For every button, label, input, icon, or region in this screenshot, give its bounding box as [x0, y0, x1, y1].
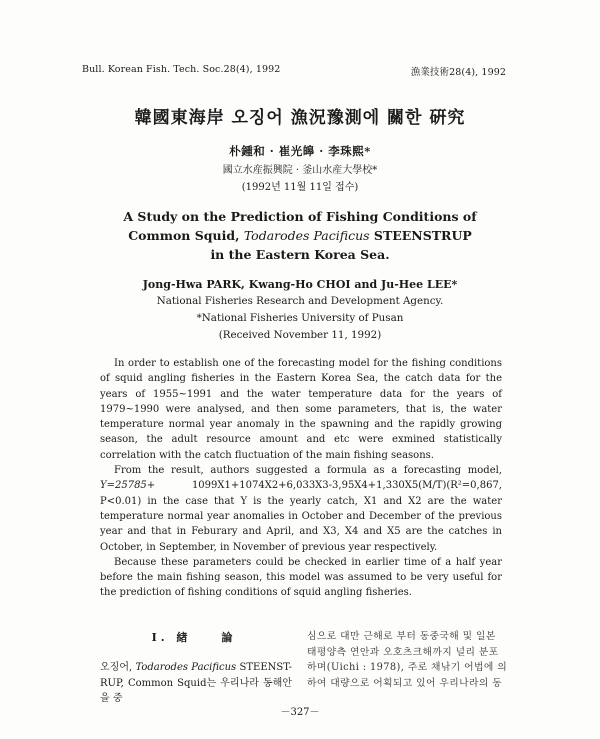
english-title — [0, 207, 600, 264]
formula: 1099X1+1074X2+6,033X3-3,95X4+1,330X5(M/T)(R²=0,867, P<0.01) — [100, 480, 502, 507]
introduction-left-column: 오징어, Todarodes Pacificus STEENST-RUP, Common Squid는 우리나라 동해안을 중 — [100, 662, 292, 704]
species-name-intro: Todarodes Pacificus — [135, 662, 237, 673]
formula-start: Y=25785+ — [100, 480, 156, 492]
abstract-paragraph-2: From the result, authors suggested a formula as a forecasting model, Y=25785+ 1099X1+1074X2+6,033X3-3,95X4+1,330X5(M/T)(R²=0,867, P<0.01) in the case that Y is the yearly catch, X1 and X2 are the water temperature normal year anomalies in October and December of the previous year and that in Feburary and April, and X3, X4 and X5 are the catches in October, in September, in November of previous year respectively. — [100, 465, 502, 553]
english-received-date: (Received November 11, 1992) — [218, 329, 382, 341]
english-affiliation-2: *National Fisheries University of Pusan — [196, 312, 404, 324]
english-title-line3: in the Eastern Korea Sea. — [210, 247, 390, 262]
intro-line: 태평양측 연안과 오호츠크해까지 널리 분포 — [307, 646, 499, 658]
korean-authors: 朴鍾和 · 崔光皞 · 李珠熙* — [229, 144, 371, 158]
species-name: Todarodes Pacificus — [243, 228, 370, 243]
intro-line: 하며(Uichi : 1978), 주로 채낚기 어법에 의 — [307, 662, 508, 673]
english-title-line1: A Study on the Prediction of Fishing Conditions of — [123, 209, 477, 224]
section-heading: Ⅰ. 緖 論 — [151, 631, 237, 644]
korean-title: 韓國東海岸 오징어 漁況豫測에 關한 硏究 — [134, 108, 466, 128]
korean-affiliation: 國立水産振興院 · 釜山水産大學校* — [222, 165, 378, 176]
introduction-right-column — [307, 629, 508, 691]
intro-line: 하여 대량으로 어획되고 있어 우리나라의 동 — [307, 677, 503, 689]
korean-received-date: (1992년 11월 11일 접수) — [241, 182, 359, 193]
abstract-paragraph-3: Because these parameters could be checked in earlier time of a half year before the main fishing season, this model was assumed to be very useful for the prediction of fishing conditions of squid angling fisheries. — [100, 556, 502, 599]
journal-header-right: 漁業技術28(4), 1992 — [410, 67, 506, 78]
english-authors: Jong-Hwa PARK, Kwang-Ho CHOI and Ju-Hee LEE* — [142, 278, 458, 291]
english-affiliation-1: National Fisheries Research and Development Agency. — [156, 295, 444, 307]
english-title-line2: Common Squid, Todarodes Pacificus STEENSTRUP — [128, 228, 472, 243]
abstract-paragraph-1: In order to establish one of the forecasting model for the fishing conditions of squid angling fisheries in the Eastern Korea Sea, the catch data for the years of 1955~1991 and the water temperature data for the years of 1979~1990 were analysed, and then some parameters, that is, the water temperature normal year anomaly in the spawning and the rapidly growing season, the adult resource amount and etc were exmined statistically correlation with the catch fluctuation of the main fishing seasons. — [100, 358, 502, 461]
intro-line: 심으로 대만 근해로 부터 동중국해 및 일본 — [307, 631, 496, 642]
abstract — [100, 356, 502, 601]
page-number: －327－ — [280, 707, 320, 718]
journal-header-left: Bull. Korean Fish. Tech. Soc.28(4), 1992 — [82, 64, 281, 75]
